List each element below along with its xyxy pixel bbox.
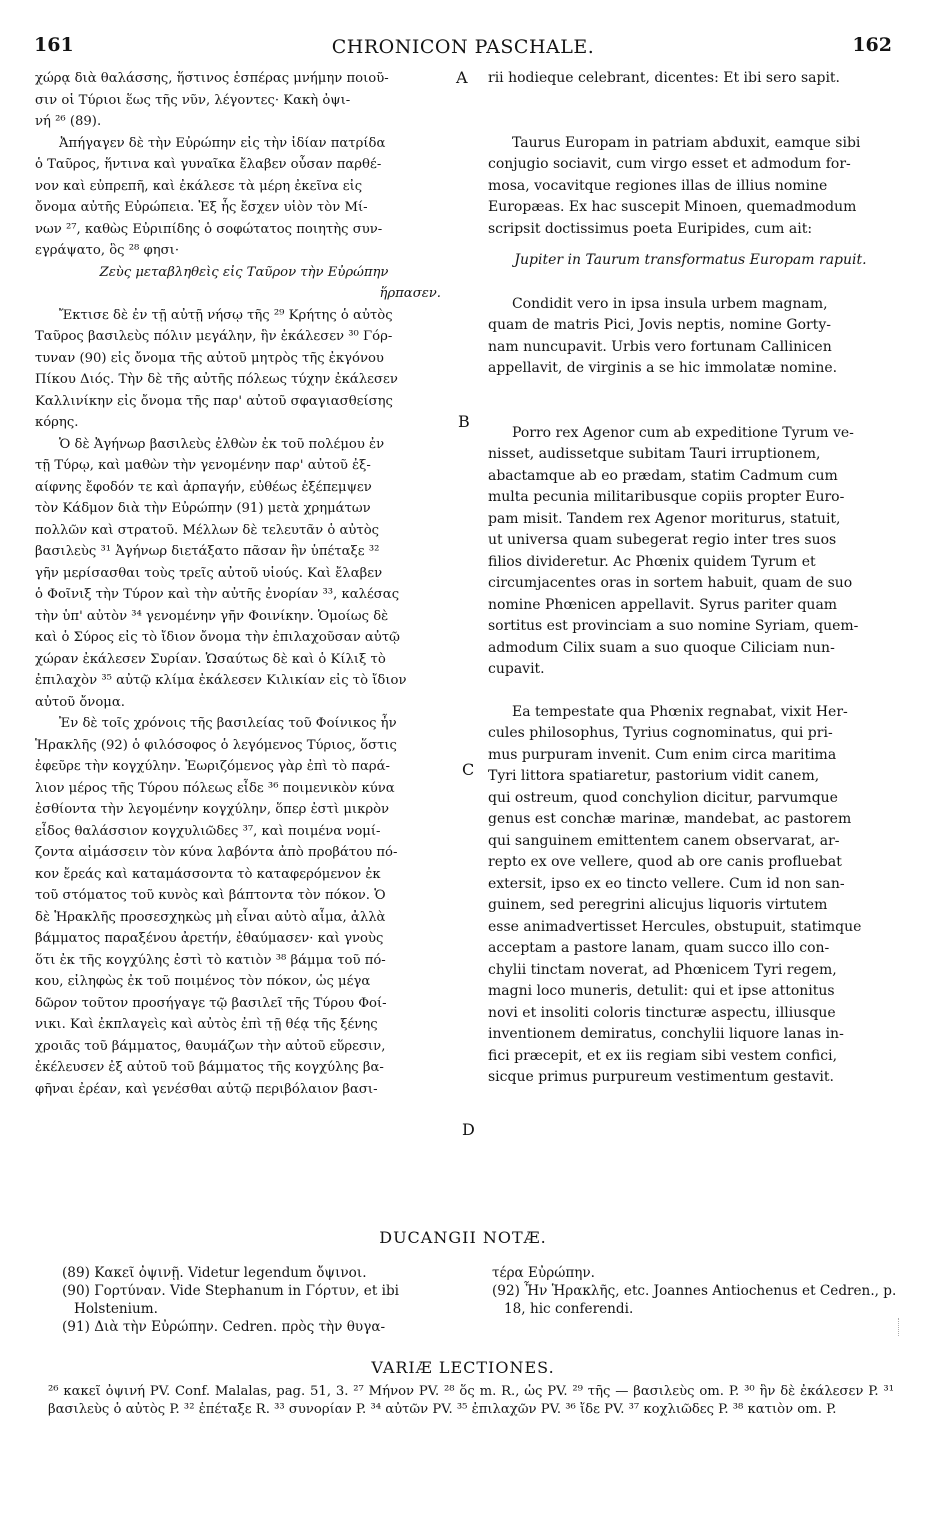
latin-line: nisset, audissetque subitam Tauri irruptionem, [488,446,821,462]
page-number-left: 161 [34,34,74,56]
margin-letter-a: A [456,68,468,87]
latin-line: circumjacentes oras in sortem habuit, quam de suo [488,575,853,591]
variae-lectiones [48,1383,894,1419]
greek-line: ἐπιλαχὸν ³⁵ αὐτῷ κλίμα ἐκάλεσεν Κιλικίαν εἰς τὸ ἴδιον [35,673,407,688]
greek-verse: Ζεὺς μεταβληθεὶς εἰς Ταῦρον τὴν Εὐρώπην [99,264,389,280]
greek-line: Ἡρακλῆς (92) ὁ φιλόσοφος ὁ λεγόμενος Τύριος, ὅστις [35,737,397,753]
greek-line: νή ²⁶ (89). [35,114,102,129]
latin-line: repto ex ove vellere, quod ab ore canis profluebat [488,854,842,870]
latin-line: genus est conchæ marinæ, mandebat, ac pastorem [488,811,852,827]
greek-line: ὁ Ταῦρος, ἥντινα καὶ γυναῖκα ἔλαβεν οὖσαν παρθέ- [35,157,382,172]
note-89: (89) Κακεῖ ὀψινῇ. Videtur legendum ὄψινοι. [62,1265,367,1281]
margin-speck [898,1318,905,1336]
latin-line: chylii tinctam noverat, ad Phœnicem Tyri regem, [488,961,837,978]
latin-line: esse animadvertisset Hercules, obstupuit, statimque [488,918,862,935]
greek-line: εἶδος θαλάσσιον κογχυλιῶδες ³⁷, καὶ ποιμένα νομί- [35,823,381,839]
latin-line: appellavit, de virginis a se hic immolatæ nomine. [488,360,838,376]
latin-line: magni loco muneris, detulit: qui et ipse attonitus [488,983,835,999]
latin-line: acceptam a pastore lanam, quam succo illo con- [488,940,830,956]
greek-line: βάμματος παραξένου ἀρετήν, ἐθαύμασεν· καὶ γνοὺς [35,931,384,946]
greek-line: λιον μέρος τῆς Τύρου πόλεως εἶδε ³⁶ ποιμενικὸν κύνα [35,780,395,796]
greek-line: Πίκου Διός. Τὴν δὲ τῆς αὐτῆς πόλεως τύχην ἐκάλεσεν [35,372,398,387]
latin-line: guinem, sed peregrini alicujus liquoris virtutem [488,897,828,913]
greek-line: αίφνης ἔφοδόν τε καὶ ἁρπαγήν, εὐθέως ἐξέπεμψεν [35,479,372,495]
greek-line: ζοντα αἱμάσσειν τὸν κύνα λαβόντα ἀπὸ προβάτου πό- [35,845,398,860]
greek-line: τῇ Τύρῳ, καὶ μαθὼν τὴν γενομένην παρ' αὐτοῦ ἐξ- [35,458,371,473]
greek-line: καὶ ὁ Σύρος εἰς τὸ ἴδιον ὄνομα τὴν ἐπιλαχοῦσαν αὐτῷ [35,630,400,645]
latin-line: conjugio sociavit, cum virgo esset et admodum for- [488,156,851,172]
greek-line: κου, εἰληφὼς ἐκ τοῦ ποιμένος τὸν πόκον, ὡς μέγα [35,974,371,989]
latin-column [488,68,893,1089]
latin-line: inventionem demiratus, conchylii liquore lanas in- [488,1026,844,1042]
greek-line: νων ²⁷, καθὼς Εὐριπίδης ὁ σοφώτατος ποιητὴς συν- [35,221,383,237]
latin-line: Europæas. Ex hac suscepit Minoen, quemadmodum [488,199,857,215]
greek-line: Ἔκτισε δὲ ἐν τῇ αὐτῇ νήσῳ τῆς ²⁹ Κρήτης ὁ αὐτὸς [59,307,393,323]
latin-line: sicque primus purpureum vestimentum gestavit. [488,1069,834,1085]
greek-line: ὅτι ἐκ τῆς κογχύλης ἐστὶ τὸ κατιὸν ³⁸ βάμμα τοῦ πό- [35,952,386,968]
greek-line: τὴν ὑπ' αὐτὸν ³⁴ γενομένην γῆν Φοινίκην. Ὁμοίως δὲ [35,608,389,624]
greek-line: γῆν μερίσασθαι τοὺς τρεῖς αὐτοῦ υἱούς. Καὶ ἔλαβεν [35,565,383,581]
latin-line: cules philosophus, Tyrius cognominatus, qui pri- [488,725,833,741]
greek-line: βασιλεὺς ³¹ Ἀγήνωρ διετάξατο πᾶσαν ἣν ὑπέταξε ³² [35,544,380,559]
latin-line: extersit, ipso ex eo tincto vellere. Cum id non san- [488,875,845,892]
latin-line: mosa, vocavitque regiones illas de illius nomine [488,177,828,194]
margin-letter-d: D [462,1120,475,1139]
latin-line: Tyri littora spatiaretur, pastorium vidit canem, [488,768,820,784]
greek-line: χροιᾶς τοῦ βάμματος, θαυμάζων τὴν αὐτοῦ εὕρεσιν, [35,1038,386,1054]
latin-line: quam de matris Pici, Jovis neptis, nomine Gorty- [488,317,831,333]
latin-line: qui ostreum, quod conchylion dicitur, parvumque [488,789,838,806]
greek-line: εγράψατο, ὃς ²⁸ φησι· [35,243,180,258]
greek-line: Καλλινίκην εἰς ὄνομα τῆς παρ' αὐτοῦ σφαγιασθείσης [35,393,393,409]
latin-line: filios divideretur. Ac Phœnix quidem Tyrum et [488,553,816,570]
greek-line: Ἀπήγαγεν δὲ τὴν Εὐρώπην εἰς τὴν ἰδίαν πατρίδα [59,135,386,151]
latin-line: rii hodieque celebrant, dicentes: Et ibi sero sapit. [488,70,841,86]
running-title: CHRONICON PASCHALE. [331,36,595,58]
greek-line: χώρᾳ διὰ θαλάσσης, ἥστινος ἑσπέρας μνήμην ποιοῦ- [35,71,389,86]
page-number-right: 162 [852,34,892,56]
latin-line: admodum Cilix suam a suo quoque Ciliciam nun- [488,639,835,656]
latin-line: Ea tempestate qua Phœnix regnabat, vixit Her- [512,703,848,720]
variae-title: VARIÆ LECTIONES. [371,1358,555,1377]
greek-line: τὸν Κάδμον διὰ τὴν Εὐρώπην (91) μετὰ χρημάτων [35,501,371,516]
greek-line: δῶρον τοῦτον προσήγαγε τῷ βασιλεῖ τῆς Τύρου Φοί- [35,995,387,1011]
greek-line: νικι. Καὶ ἐκπλαγεὶς καὶ αὐτὸς ἐπὶ τῇ θέᾳ τῆς ξένης [35,1017,378,1032]
latin-line: nomine Phœnicen appellavit. Syrus pariter quam [488,596,838,613]
greek-line: χώραν ἐκάλεσεν Συρίαν. Ὡσαύτως δὲ καὶ ὁ Κίλιξ τὸ [35,651,386,667]
latin-line: Condidit vero in ipsa insula urbem magnam, [512,295,828,312]
latin-line: pam misit. Tandem rex Agenor moriturus, statuit, [488,510,841,527]
greek-line: Ταῦρος βασιλεὺς πόλιν μεγάλην, ἣν ἐκάλεσεν ³⁰ Γόρ- [35,329,393,344]
latin-line: qui sanguinem emittentem canem observarat, ar- [488,832,840,849]
greek-line: τοῦ στόματος τοῦ κυνὸς καὶ βάπτοντα τὸν πόκον. Ὁ [35,888,386,903]
greek-column [35,68,453,1100]
note-91: (91) Διὰ τὴν Εὐρώπην. Cedren. πρὸς τὴν θυγα- [62,1319,386,1335]
note-92: (92) Ἦν Ἡρακλῆς, etc. Joannes Antiochenus et Cedren., p. 18, hic conferendi. [492,1283,897,1317]
latin-line: cupavit. [488,661,545,677]
greek-line: ἐκέλευσεν ἐξ αὐτοῦ τοῦ βάμματος τῆς κογχύλης βα- [35,1060,384,1075]
latin-line: abactamque ab eo prædam, statim Cadmum cum [488,467,838,484]
greek-line: Ὁ δὲ Ἀγήνωρ βασιλεὺς ἐλθὼν ἐκ τοῦ πολέμου ἐν [59,436,385,452]
greek-line: δὲ Ἡρακλῆς προσεσχηκὼς μὴ εἶναι αὐτὸ αἷμα, ἀλλὰ [35,909,386,925]
greek-line: ὄνομα αὐτῆς Εὐρώπεια. Ἐξ ἧς ἔσχεν υἱὸν τὸν Μί- [35,200,368,215]
greek-line: πολλῶν καὶ στρατοῦ. Μέλλων δὲ τελευτᾶν ὁ αὐτὸς [35,522,380,538]
latin-verse: Jupiter in Taurum transformatus Europam rapuit. [514,252,867,268]
latin-line: ut universa quam subegerat regio inter tres suos [488,532,837,548]
greek-verse-tail: ἥρπασεν. [379,286,441,301]
latin-line: multa pecunia militaribusque copiis propter Euro- [488,489,845,505]
latin-line: mus purpuram invenit. Cum enim circa maritima [488,746,837,763]
latin-line: novi et insoliti coloris tincturæ aspectu, illiusque [488,1004,836,1021]
latin-line: scripsit doctissimus poeta Euripides, cum ait: [488,220,813,237]
note-91-continued: τέρα Εὐρώπην. [492,1265,595,1281]
latin-line: Porro rex Agenor cum ab expeditione Tyrum ve- [512,424,854,441]
notes-right-column [492,1264,902,1318]
ducange-title: DUCANGII NOTÆ. [379,1228,547,1247]
latin-line: fici præcepit, et ex iis regiam sibi vestem confici, [488,1047,838,1064]
margin-letter-b: B [458,412,470,431]
note-90: (90) Γορτύναν. Vide Stephanum in Γόρτυν, et ibi Holstenium. [62,1283,400,1317]
greek-line: ἐφεῦρε τὴν κογχύλην. Ἐωριζόμενος γὰρ ἐπὶ τὸ παρά- [35,759,390,774]
greek-line: κον ἔρεάς καὶ καταμάσσοντα τὸ καταφερόμενον ἐκ [35,866,381,882]
greek-line: νον καὶ εὐπρεπῆ, καὶ ἐκάλεσε τὰ μέρη ἐκεῖνα εἰς [35,178,363,194]
latin-line: nam nuncupavit. Urbis vero fortunam Callinicen [488,338,832,355]
greek-line: φῆναι ἐρέαν, καὶ γενέσθαι αὐτῷ περιβόλαιον βασι- [35,1081,378,1097]
greek-line: ὁ Φοῖνιξ τὴν Τύρον καὶ τὴν αὐτῆς ἐνορίαν ³³, καλέσας [35,587,400,602]
greek-line: αὐτοῦ ὄνομα. [35,694,125,710]
page-header [34,34,892,64]
greek-line: σιν οἱ Τύριοι ἕως τῆς νῦν, λέγοντες· Κακὴ ὀψι- [35,92,351,108]
greek-line: Ἐν δὲ τοῖς χρόνοις τῆς βασιλείας τοῦ Φοίνικος ἦν [59,716,397,731]
latin-line: sortitus est provinciam a suo nomine Syriam, quem- [488,618,859,634]
variae-text: ²⁶ κακεῖ ὀψινή PV. Conf. Malalas, pag. 51, 3. ²⁷ Μήνον PV. ²⁸ ὅς m. R., ὡς PV. ²⁹ τῆς — βασιλεὺς om. P. ³⁰ ἣν δὲ ἐκάλεσεν P. ³¹ βασιλεὺς ὁ αὐτὸς P. ³² ἐπέταξε R. ³³ συνορίαν P. ³⁴ αὐτῶν PV. ³⁵ ἐπιλαχῶν PV. ³⁶ ἴδε PV. ³⁷ κοχλιῶδες P. ³⁸ κατιὸν om. P. [48,1384,894,1417]
margin-letter-c: C [462,760,475,779]
greek-line: ἐσθίοντα τὴν λεγομένην κογχύλην, ὅπερ ἐστὶ μικρὸν [35,802,390,817]
greek-line: τυναν (90) εἰς ὄνομα τῆς αὐτοῦ μητρὸς τῆς ἐκγόνου [35,350,384,366]
greek-line: κόρης. [35,415,79,430]
notes-left-column [62,1264,437,1336]
latin-line: Taurus Europam in patriam abduxit, eamque sibi [512,134,861,151]
